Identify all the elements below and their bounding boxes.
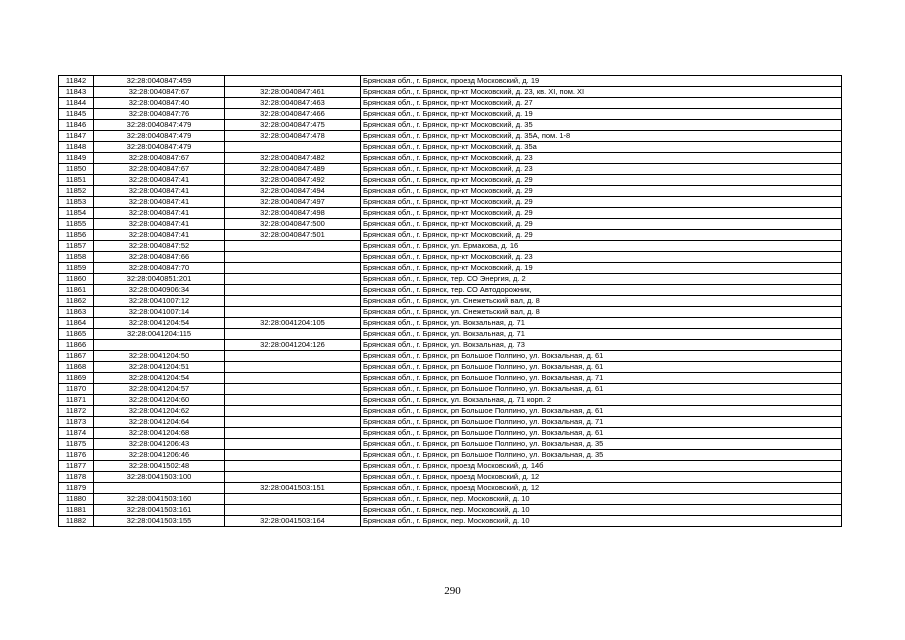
cadastral-number-cell: 32:28:0041007:12: [94, 296, 225, 307]
row-number-cell: 11854: [59, 208, 94, 219]
cadastral-number-cell: 32:28:0041204:115: [94, 329, 225, 340]
cadastral-number-cell: 32:28:0040847:41: [94, 219, 225, 230]
address-cell: Брянская обл., г. Брянск, рп Большое Полпино, ул. Вокзальная, д. 61: [361, 351, 842, 362]
cadastral-number-cell: 32:28:0040847:67: [94, 87, 225, 98]
address-cell: Брянская обл., г. Брянск, ул. Вокзальная, д. 71: [361, 329, 842, 340]
object-number-cell: [225, 76, 361, 87]
row-number-cell: 11863: [59, 307, 94, 318]
cadastral-number-cell: 32:28:0040847:70: [94, 263, 225, 274]
object-number-cell: 32:28:0040847:501: [225, 230, 361, 241]
table-row: [59, 494, 842, 505]
address-cell: Брянская обл., г. Брянск, пер. Московский, д. 10: [361, 494, 842, 505]
address-cell: Брянская обл., г. Брянск, рп Большое Полпино, ул. Вокзальная, д. 61: [361, 406, 842, 417]
page-number: 290: [444, 585, 461, 597]
cadastral-number-cell: 32:28:0041502:48: [94, 461, 225, 472]
address-cell: Брянская обл., г. Брянск, проезд Московский, д. 14б: [361, 461, 842, 472]
table-row: [59, 472, 842, 483]
object-number-cell: [225, 505, 361, 516]
table-row: [59, 76, 842, 87]
table-row: [59, 197, 842, 208]
table-row: [59, 208, 842, 219]
address-cell: Брянская обл., г. Брянск, пр-кт Московский, д. 29: [361, 175, 842, 186]
object-number-cell: [225, 142, 361, 153]
table-row: [59, 384, 842, 395]
cadastral-table-body: [59, 76, 842, 527]
cadastral-number-cell: 32:28:0040847:41: [94, 230, 225, 241]
row-number-cell: 11853: [59, 197, 94, 208]
address-cell: Брянская обл., г. Брянск, ул. Снежетьский вал, д. 8: [361, 307, 842, 318]
cadastral-number-cell: 32:28:0041204:54: [94, 373, 225, 384]
address-cell: Брянская обл., г. Брянск, пр-кт Московский, д. 23, кв. XI, пом. XI: [361, 87, 842, 98]
row-number-cell: 11866: [59, 340, 94, 351]
row-number-cell: 11869: [59, 373, 94, 384]
table-row: [59, 263, 842, 274]
address-cell: Брянская обл., г. Брянск, пр-кт Московский, д. 29: [361, 197, 842, 208]
object-number-cell: 32:28:0040847:463: [225, 98, 361, 109]
cadastral-number-cell: 32:28:0040847:76: [94, 109, 225, 120]
address-cell: Брянская обл., г. Брянск, пр-кт Московский, д. 35А, пом. 1-8: [361, 131, 842, 142]
address-cell: Брянская обл., г. Брянск, пр-кт Московский, д. 23: [361, 164, 842, 175]
row-number-cell: 11864: [59, 318, 94, 329]
row-number-cell: 11881: [59, 505, 94, 516]
address-cell: Брянская обл., г. Брянск, пр-кт Московский, д. 29: [361, 219, 842, 230]
row-number-cell: 11852: [59, 186, 94, 197]
address-cell: Брянская обл., г. Брянск, ул. Вокзальная, д. 73: [361, 340, 842, 351]
row-number-cell: 11870: [59, 384, 94, 395]
object-number-cell: [225, 307, 361, 318]
row-number-cell: 11879: [59, 483, 94, 494]
cadastral-number-cell: 32:28:0040847:41: [94, 208, 225, 219]
cadastral-number-cell: 32:28:0041204:62: [94, 406, 225, 417]
address-cell: Брянская обл., г. Брянск, тер. СО Энергия, д. 2: [361, 274, 842, 285]
table-row: [59, 285, 842, 296]
object-number-cell: [225, 351, 361, 362]
object-number-cell: [225, 252, 361, 263]
object-number-cell: 32:28:0041503:164: [225, 516, 361, 527]
table-row: [59, 395, 842, 406]
row-number-cell: 11868: [59, 362, 94, 373]
row-number-cell: 11844: [59, 98, 94, 109]
row-number-cell: 11861: [59, 285, 94, 296]
cadastral-number-cell: 32:28:0041206:43: [94, 439, 225, 450]
address-cell: Брянская обл., г. Брянск, пр-кт Московский, д. 23: [361, 252, 842, 263]
row-number-cell: 11856: [59, 230, 94, 241]
row-number-cell: 11882: [59, 516, 94, 527]
table-row: [59, 340, 842, 351]
table-row: [59, 516, 842, 527]
cadastral-number-cell: 32:28:0040847:41: [94, 175, 225, 186]
table-row: [59, 428, 842, 439]
cadastral-number-cell: 32:28:0040847:479: [94, 142, 225, 153]
row-number-cell: 11857: [59, 241, 94, 252]
object-number-cell: 32:28:0040847:482: [225, 153, 361, 164]
address-cell: Брянская обл., г. Брянск, пр-кт Московский, д. 29: [361, 208, 842, 219]
cadastral-number-cell: 32:28:0040847:479: [94, 131, 225, 142]
row-number-cell: 11874: [59, 428, 94, 439]
object-number-cell: [225, 285, 361, 296]
row-number-cell: 11855: [59, 219, 94, 230]
cadastral-number-cell: 32:28:0040847:40: [94, 98, 225, 109]
address-cell: Брянская обл., г. Брянск, пр-кт Московский, д. 29: [361, 186, 842, 197]
table-row: [59, 483, 842, 494]
row-number-cell: 11875: [59, 439, 94, 450]
cadastral-number-cell: 32:28:0040851:201: [94, 274, 225, 285]
address-cell: Брянская обл., г. Брянск, пер. Московский, д. 10: [361, 505, 842, 516]
cadastral-number-cell: 32:28:0040847:41: [94, 197, 225, 208]
cadastral-number-cell: 32:28:0041204:57: [94, 384, 225, 395]
row-number-cell: 11860: [59, 274, 94, 285]
cadastral-number-cell: 32:28:0041503:160: [94, 494, 225, 505]
cadastral-number-cell: 32:28:0041206:46: [94, 450, 225, 461]
object-number-cell: [225, 384, 361, 395]
row-number-cell: 11871: [59, 395, 94, 406]
row-number-cell: 11880: [59, 494, 94, 505]
address-cell: Брянская обл., г. Брянск, пр-кт Московский, д. 35а: [361, 142, 842, 153]
object-number-cell: [225, 450, 361, 461]
object-number-cell: 32:28:0040847:466: [225, 109, 361, 120]
table-row: [59, 120, 842, 131]
cadastral-number-cell: 32:28:0041204:54: [94, 318, 225, 329]
object-number-cell: [225, 362, 361, 373]
table-row: [59, 461, 842, 472]
object-number-cell: [225, 296, 361, 307]
table-row: [59, 450, 842, 461]
table-row: [59, 230, 842, 241]
row-number-cell: 11846: [59, 120, 94, 131]
cadastral-number-cell: 32:28:0041204:51: [94, 362, 225, 373]
object-number-cell: 32:28:0040847:489: [225, 164, 361, 175]
cadastral-number-cell: [94, 483, 225, 494]
table-row: [59, 164, 842, 175]
cadastral-number-cell: 32:28:0041204:68: [94, 428, 225, 439]
address-cell: Брянская обл., г. Брянск, рп Большое Полпино, ул. Вокзальная, д. 71: [361, 417, 842, 428]
address-cell: Брянская обл., г. Брянск, ул. Вокзальная, д. 71: [361, 318, 842, 329]
address-cell: Брянская обл., г. Брянск, пер. Московский, д. 10: [361, 516, 842, 527]
row-number-cell: 11848: [59, 142, 94, 153]
object-number-cell: 32:28:0040847:497: [225, 197, 361, 208]
address-cell: Брянская обл., г. Брянск, рп Большое Полпино, ул. Вокзальная, д. 61: [361, 428, 842, 439]
row-number-cell: 11873: [59, 417, 94, 428]
address-cell: Брянская обл., г. Брянск, проезд Московский, д. 19: [361, 76, 842, 87]
object-number-cell: 32:28:0040847:498: [225, 208, 361, 219]
object-number-cell: 32:28:0041503:151: [225, 483, 361, 494]
table-row: [59, 329, 842, 340]
row-number-cell: 11851: [59, 175, 94, 186]
row-number-cell: 11850: [59, 164, 94, 175]
address-cell: Брянская обл., г. Брянск, проезд Московский, д. 12: [361, 472, 842, 483]
cadastral-number-cell: 32:28:0040847:52: [94, 241, 225, 252]
address-cell: Брянская обл., г. Брянск, ул. Вокзальная, д. 71 корп. 2: [361, 395, 842, 406]
row-number-cell: 11877: [59, 461, 94, 472]
address-cell: Брянская обл., г. Брянск, проезд Московский, д. 12: [361, 483, 842, 494]
table-row: [59, 505, 842, 516]
address-cell: Брянская обл., г. Брянск, рп Большое Полпино, ул. Вокзальная, д. 35: [361, 439, 842, 450]
cadastral-number-cell: 32:28:0041204:64: [94, 417, 225, 428]
row-number-cell: 11862: [59, 296, 94, 307]
object-number-cell: [225, 395, 361, 406]
object-number-cell: 32:28:0040847:461: [225, 87, 361, 98]
cadastral-number-cell: 32:28:0041503:155: [94, 516, 225, 527]
address-cell: Брянская обл., г. Брянск, пр-кт Московский, д. 19: [361, 263, 842, 274]
table-row: [59, 373, 842, 384]
cadastral-number-cell: 32:28:0041204:60: [94, 395, 225, 406]
row-number-cell: 11845: [59, 109, 94, 120]
object-number-cell: [225, 373, 361, 384]
cadastral-number-cell: [94, 340, 225, 351]
cadastral-number-cell: 32:28:0041007:14: [94, 307, 225, 318]
object-number-cell: 32:28:0041204:126: [225, 340, 361, 351]
row-number-cell: 11842: [59, 76, 94, 87]
row-number-cell: 11865: [59, 329, 94, 340]
row-number-cell: 11876: [59, 450, 94, 461]
row-number-cell: 11878: [59, 472, 94, 483]
table-row: [59, 153, 842, 164]
table-row: [59, 351, 842, 362]
cadastral-number-cell: 32:28:0040847:66: [94, 252, 225, 263]
row-number-cell: 11872: [59, 406, 94, 417]
address-cell: Брянская обл., г. Брянск, рп Большое Полпино, ул. Вокзальная, д. 35: [361, 450, 842, 461]
table-row: [59, 241, 842, 252]
address-cell: Брянская обл., г. Брянск, рп Большое Полпино, ул. Вокзальная, д. 61: [361, 362, 842, 373]
cadastral-number-cell: 32:28:0040847:479: [94, 120, 225, 131]
table-row: [59, 296, 842, 307]
address-cell: Брянская обл., г. Брянск, пр-кт Московский, д. 29: [361, 230, 842, 241]
cadastral-number-cell: 32:28:0040847:459: [94, 76, 225, 87]
row-number-cell: 11859: [59, 263, 94, 274]
table-row: [59, 131, 842, 142]
table-row: [59, 186, 842, 197]
object-number-cell: [225, 461, 361, 472]
table-row: [59, 417, 842, 428]
object-number-cell: [225, 406, 361, 417]
table-row: [59, 274, 842, 285]
table-row: [59, 219, 842, 230]
cadastral-number-cell: 32:28:0041503:100: [94, 472, 225, 483]
address-cell: Брянская обл., г. Брянск, пр-кт Московский, д. 19: [361, 109, 842, 120]
object-number-cell: [225, 472, 361, 483]
address-cell: Брянская обл., г. Брянск, рп Большое Полпино, ул. Вокзальная, д. 71: [361, 373, 842, 384]
object-number-cell: 32:28:0041204:105: [225, 318, 361, 329]
object-number-cell: [225, 494, 361, 505]
table-row: [59, 439, 842, 450]
object-number-cell: [225, 428, 361, 439]
table-row: [59, 87, 842, 98]
cadastral-table: [58, 75, 842, 527]
address-cell: Брянская обл., г. Брянск, рп Большое Полпино, ул. Вокзальная, д. 61: [361, 384, 842, 395]
object-number-cell: 32:28:0040847:500: [225, 219, 361, 230]
address-cell: Брянская обл., г. Брянск, пр-кт Московский, д. 23: [361, 153, 842, 164]
table-row: [59, 98, 842, 109]
object-number-cell: 32:28:0040847:475: [225, 120, 361, 131]
object-number-cell: 32:28:0040847:494: [225, 186, 361, 197]
object-number-cell: [225, 329, 361, 340]
table-row: [59, 109, 842, 120]
cadastral-number-cell: 32:28:0040847:67: [94, 164, 225, 175]
table-row: [59, 307, 842, 318]
table-row: [59, 406, 842, 417]
row-number-cell: 11843: [59, 87, 94, 98]
object-number-cell: [225, 439, 361, 450]
object-number-cell: 32:28:0040847:492: [225, 175, 361, 186]
row-number-cell: 11858: [59, 252, 94, 263]
row-number-cell: 11867: [59, 351, 94, 362]
object-number-cell: [225, 263, 361, 274]
cadastral-number-cell: 32:28:0041503:161: [94, 505, 225, 516]
table-row: [59, 142, 842, 153]
address-cell: Брянская обл., г. Брянск, тер. СО Автодорожник,: [361, 285, 842, 296]
row-number-cell: 11849: [59, 153, 94, 164]
address-cell: Брянская обл., г. Брянск, ул. Ермакова, д. 16: [361, 241, 842, 252]
object-number-cell: [225, 241, 361, 252]
address-cell: Брянская обл., г. Брянск, пр-кт Московский, д. 35: [361, 120, 842, 131]
object-number-cell: 32:28:0040847:478: [225, 131, 361, 142]
cadastral-number-cell: 32:28:0040906:34: [94, 285, 225, 296]
address-cell: Брянская обл., г. Брянск, пр-кт Московский, д. 27: [361, 98, 842, 109]
table-row: [59, 318, 842, 329]
cadastral-number-cell: 32:28:0040847:67: [94, 153, 225, 164]
table-row: [59, 175, 842, 186]
table-row: [59, 362, 842, 373]
address-cell: Брянская обл., г. Брянск, ул. Снежетьский вал, д. 8: [361, 296, 842, 307]
object-number-cell: [225, 417, 361, 428]
object-number-cell: [225, 274, 361, 285]
cadastral-number-cell: 32:28:0040847:41: [94, 186, 225, 197]
cadastral-number-cell: 32:28:0041204:50: [94, 351, 225, 362]
row-number-cell: 11847: [59, 131, 94, 142]
table-row: [59, 252, 842, 263]
